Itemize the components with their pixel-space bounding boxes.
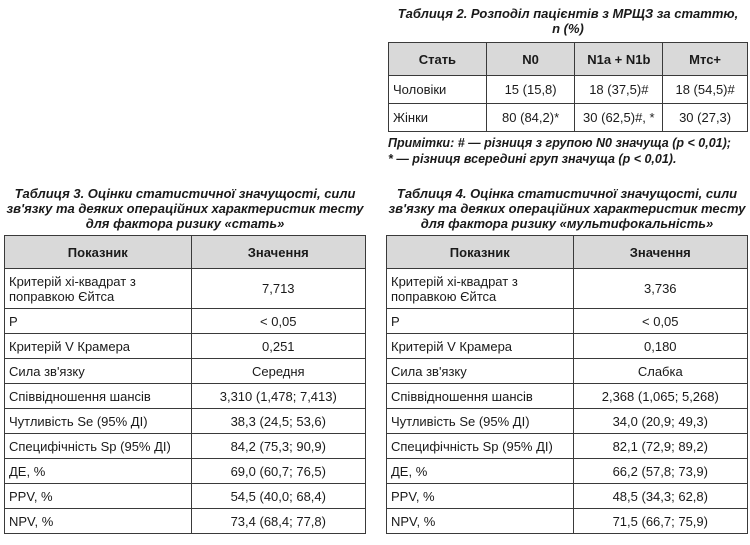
table-row xyxy=(5,384,366,409)
table2-header-cell: Стать xyxy=(389,43,487,76)
table-cell: 73,4 (68,4; 77,8) xyxy=(191,509,365,534)
table-row xyxy=(387,509,748,534)
table-row xyxy=(5,359,366,384)
table-row xyxy=(387,384,748,409)
table-cell: Специфічність Sp (95% ДІ) xyxy=(5,434,192,459)
table-cell: 38,3 (24,5; 53,6) xyxy=(191,409,365,434)
table-row xyxy=(387,459,748,484)
table4-caption-line1: Таблиця 4. Оцінка статистичної значущості, сили xyxy=(396,186,738,201)
table-row xyxy=(5,334,366,359)
table-cell: 3,736 xyxy=(573,269,747,309)
table2-caption-line2: n (%) xyxy=(552,21,584,36)
table-cell: 30 (62,5)#, * xyxy=(575,104,663,132)
table-row xyxy=(5,509,366,534)
table-cell: Жінки xyxy=(389,104,487,132)
table-row xyxy=(5,409,366,434)
table-row xyxy=(5,434,366,459)
table-row xyxy=(387,359,748,384)
table2-header-row xyxy=(389,43,748,76)
table-cell: 80 (84,2)* xyxy=(486,104,575,132)
table-row xyxy=(387,334,748,359)
table-cell: Сила зв'язку xyxy=(5,359,192,384)
table-cell: ДЕ, % xyxy=(5,459,192,484)
table3-caption xyxy=(2,186,368,231)
table-row xyxy=(387,309,748,334)
table-cell: Співвідношення шансів xyxy=(5,384,192,409)
table-cell: 0,251 xyxy=(191,334,365,359)
table4-caption-line2: зв'язку та деяких операційних характеристик тесту xyxy=(388,201,746,216)
table-cell: Специфічність Sp (95% ДІ) xyxy=(387,434,574,459)
table-cell: 82,1 (72,9; 89,2) xyxy=(573,434,747,459)
table2 xyxy=(388,42,748,132)
table3-header-cell: Значення xyxy=(191,236,365,269)
table3-caption-line2: зв'язку та деяких операційних характеристик тесту xyxy=(6,201,364,216)
table-cell: Сила зв'язку xyxy=(387,359,574,384)
table2-note-line2: * — різниця всередині груп значуща (p < 0,01). xyxy=(388,152,677,166)
table-cell: Співвідношення шансів xyxy=(387,384,574,409)
table-cell: 30 (27,3) xyxy=(663,104,748,132)
table-row xyxy=(389,76,748,104)
table-cell: 48,5 (34,3; 62,8) xyxy=(573,484,747,509)
table-cell: PPV, % xyxy=(387,484,574,509)
table4-header-row xyxy=(387,236,748,269)
table-cell: Критерій V Крамера xyxy=(387,334,574,359)
table-cell: 15 (15,8) xyxy=(486,76,575,104)
table4 xyxy=(386,235,748,534)
table-cell: 2,368 (1,065; 5,268) xyxy=(573,384,747,409)
table3 xyxy=(4,235,366,534)
table-row xyxy=(5,459,366,484)
table-row xyxy=(387,409,748,434)
table-cell: 18 (37,5)# xyxy=(575,76,663,104)
table-cell: Чутливість Se (95% ДІ) xyxy=(387,409,574,434)
table-cell: 18 (54,5)# xyxy=(663,76,748,104)
table-cell: P xyxy=(5,309,192,334)
table-row xyxy=(5,309,366,334)
table4-caption xyxy=(384,186,750,231)
table-cell: Чутливість Se (95% ДІ) xyxy=(5,409,192,434)
table-cell: Критерій хі-квадрат з поправкою Єйтса xyxy=(387,269,574,309)
table2-header-cell: N0 xyxy=(486,43,575,76)
table-cell: Чоловіки xyxy=(389,76,487,104)
table3-header-row xyxy=(5,236,366,269)
table-row xyxy=(387,434,748,459)
table2-note xyxy=(388,135,750,167)
table-cell: PPV, % xyxy=(5,484,192,509)
table-cell: 34,0 (20,9; 49,3) xyxy=(573,409,747,434)
table2-header-cell: Mтс+ xyxy=(663,43,748,76)
table2-caption-line1: Таблиця 2. Розподіл пацієнтів з МРЩЗ за статтю, xyxy=(397,6,739,21)
table-cell: 0,180 xyxy=(573,334,747,359)
table-cell: 3,310 (1,478; 7,413) xyxy=(191,384,365,409)
table-cell: 54,5 (40,0; 68,4) xyxy=(191,484,365,509)
table2-note-line1: Примітки: # — різниця з групою N0 значуща (p < 0,01); xyxy=(388,136,731,150)
table-row xyxy=(387,484,748,509)
table-cell: 7,713 xyxy=(191,269,365,309)
table3-header-cell: Показник xyxy=(5,236,192,269)
table4-header-cell: Значення xyxy=(573,236,747,269)
table-cell: 71,5 (66,7; 75,9) xyxy=(573,509,747,534)
table-cell: NPV, % xyxy=(387,509,574,534)
table-cell: 66,2 (57,8; 73,9) xyxy=(573,459,747,484)
table-cell: Критерій хі-квадрат з поправкою Єйтса xyxy=(5,269,192,309)
table-row xyxy=(5,269,366,309)
table-cell: Середня xyxy=(191,359,365,384)
table3-caption-line3: для фактора ризику «стать» xyxy=(85,216,285,231)
table-row xyxy=(387,269,748,309)
table-cell: P xyxy=(387,309,574,334)
table4-caption-line3: для фактора ризику «мультифокальність» xyxy=(420,216,714,231)
table-cell: NPV, % xyxy=(5,509,192,534)
table3-caption-line1: Таблиця 3. Оцінки статистичної значущості, сили xyxy=(14,186,356,201)
table-cell: Критерій V Крамера xyxy=(5,334,192,359)
table-cell: < 0,05 xyxy=(191,309,365,334)
table-cell: 69,0 (60,7; 76,5) xyxy=(191,459,365,484)
table4-header-cell: Показник xyxy=(387,236,574,269)
table-row xyxy=(389,104,748,132)
table-cell: Слабка xyxy=(573,359,747,384)
table-cell: 84,2 (75,3; 90,9) xyxy=(191,434,365,459)
table2-header-cell: N1a + N1b xyxy=(575,43,663,76)
table-cell: < 0,05 xyxy=(573,309,747,334)
table2-caption xyxy=(388,6,748,36)
table-row xyxy=(5,484,366,509)
table-cell: ДЕ, % xyxy=(387,459,574,484)
